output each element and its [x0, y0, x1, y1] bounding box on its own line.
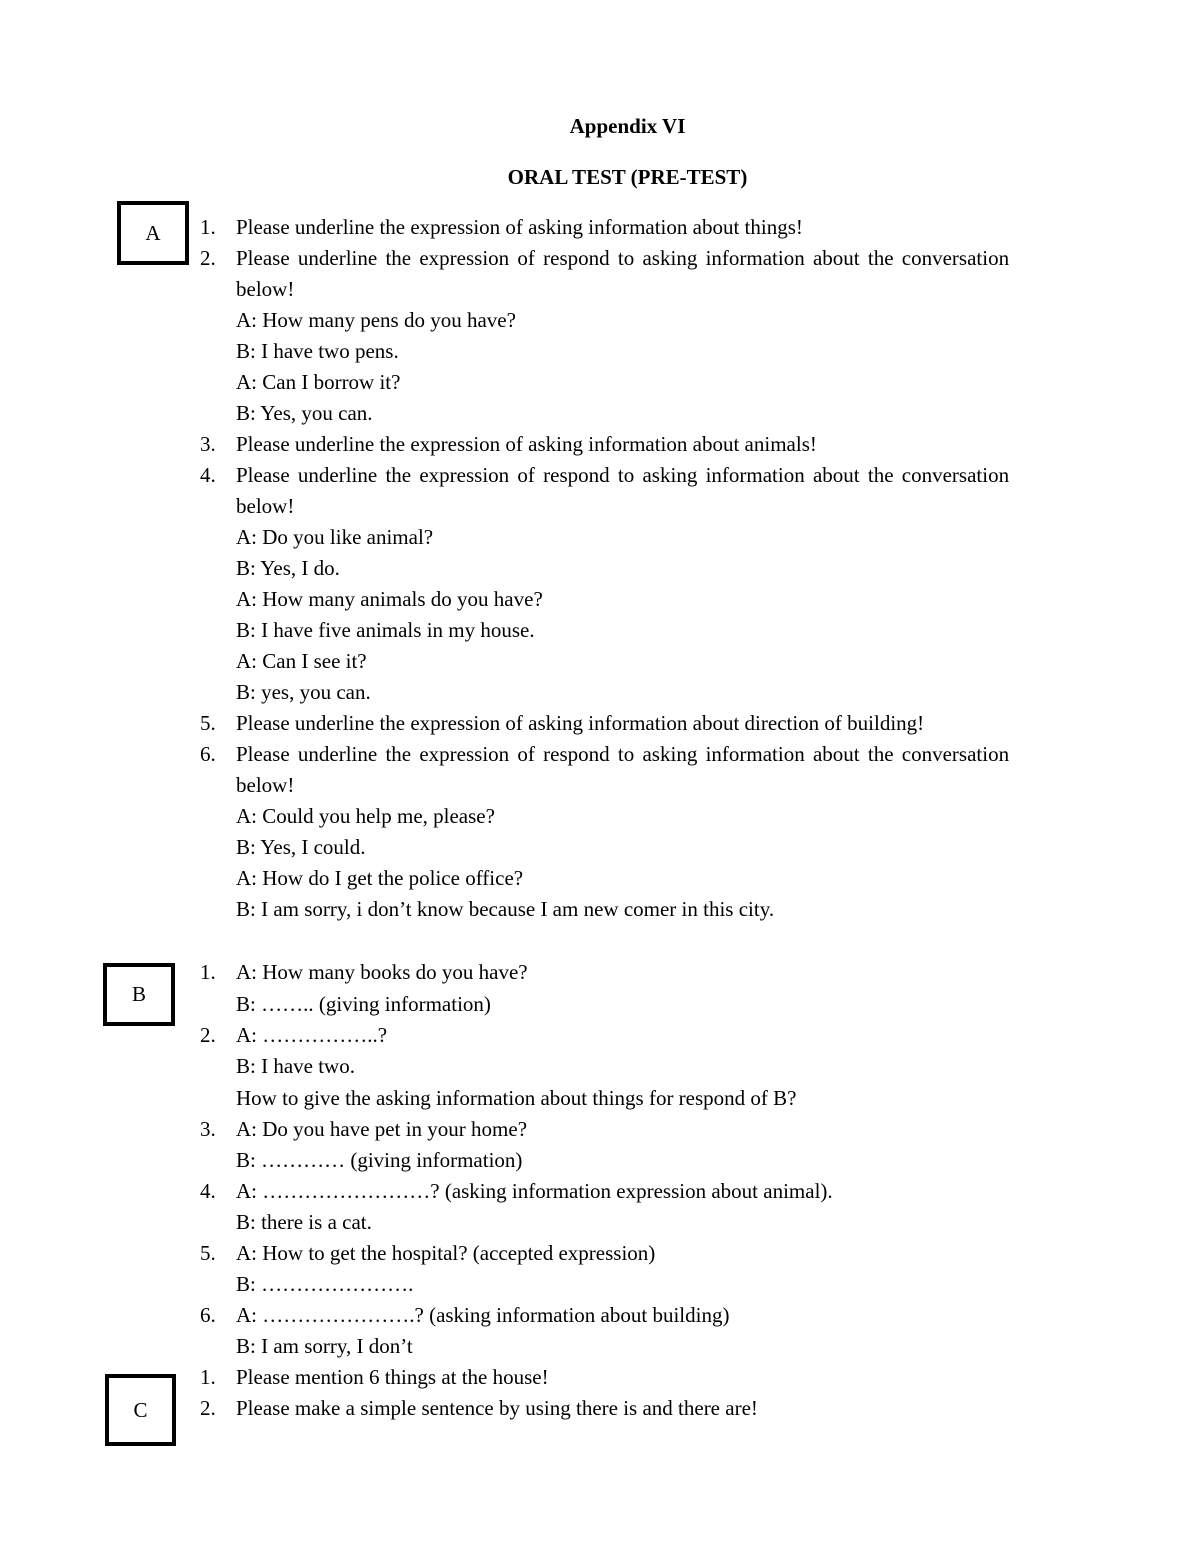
- dialog-line: B: ………………….: [236, 1272, 414, 1296]
- dialog-line: B: I have two.: [236, 1054, 355, 1078]
- question-text: below!: [236, 277, 295, 301]
- item-number: 1.: [200, 215, 216, 239]
- question-text: Please underline the expression of asking information about animals!: [236, 432, 817, 456]
- section-c-box: C: [105, 1374, 176, 1446]
- item-number: 2.: [200, 1023, 216, 1047]
- dialog-line: A: Do you have pet in your home?: [236, 1117, 528, 1141]
- question-text: Please underline the expression of asking information about direction of building!: [236, 711, 925, 735]
- appendix-title: Appendix VI: [569, 114, 686, 138]
- dialog-line: A: ……………..?: [236, 1023, 388, 1047]
- dialog-line: A: Could you help me, please?: [236, 804, 495, 828]
- question-text: below!: [236, 494, 295, 518]
- dialog-line: B: ………… (giving information): [236, 1148, 523, 1172]
- dialog-line: B: Yes, I could.: [236, 835, 366, 859]
- item-number: 6.: [200, 1303, 216, 1327]
- dialog-line: B: I have two pens.: [236, 339, 399, 363]
- item-number: 1.: [200, 1365, 216, 1389]
- section-a-box: A: [117, 201, 189, 265]
- dialog-line: B: Yes, you can.: [236, 401, 373, 425]
- dialog-line: B: I am sorry, I don’t: [236, 1334, 413, 1358]
- item-number: 3.: [200, 432, 216, 456]
- dialog-line: A: Can I see it?: [236, 649, 367, 673]
- question-text: Please underline the expression of asking information about things!: [236, 215, 803, 239]
- item-number: 4.: [200, 463, 216, 487]
- section-b-box: B: [103, 963, 175, 1026]
- dialog-line: B: Yes, I do.: [236, 556, 340, 580]
- dialog-line: B: I have five animals in my house.: [236, 618, 535, 642]
- item-number: 5.: [200, 711, 216, 735]
- dialog-line: A: How do I get the police office?: [236, 866, 524, 890]
- item-number: 4.: [200, 1179, 216, 1203]
- question-text: Please underline the expression of respond to asking information about the conversation: [236, 463, 1010, 487]
- question-text: Please mention 6 things at the house!: [236, 1365, 549, 1389]
- dialog-line: A: Can I borrow it?: [236, 370, 401, 394]
- dialog-line: A: How many animals do you have?: [236, 587, 543, 611]
- dialog-line: B: I am sorry, i don’t know because I am new comer in this city.: [236, 897, 775, 921]
- dialog-line: A: ……………………? (asking information expression about animal).: [236, 1179, 833, 1203]
- dialog-line: B: …….. (giving information): [236, 992, 491, 1016]
- dialog-line: A: ………………….? (asking information about building): [236, 1303, 730, 1327]
- question-text: below!: [236, 773, 295, 797]
- question-text: Please make a simple sentence by using there is and there are!: [236, 1396, 758, 1420]
- test-title: ORAL TEST (PRE-TEST): [507, 165, 748, 189]
- question-text: Please underline the expression of respond to asking information about the conversation: [236, 246, 1010, 270]
- dialog-line: A: How to get the hospital? (accepted expression): [236, 1241, 656, 1265]
- item-number: 2.: [200, 1396, 216, 1420]
- dialog-line: B: yes, you can.: [236, 680, 371, 704]
- item-number: 5.: [200, 1241, 216, 1265]
- dialog-line: A: How many pens do you have?: [236, 308, 516, 332]
- item-number: 1.: [200, 960, 216, 984]
- question-text: Please underline the expression of respond to asking information about the conversation: [236, 742, 1010, 766]
- item-number: 6.: [200, 742, 216, 766]
- question-text: How to give the asking information about things for respond of B?: [236, 1086, 797, 1110]
- dialog-line: B: there is a cat.: [236, 1210, 372, 1234]
- dialog-line: A: How many books do you have?: [236, 960, 528, 984]
- dialog-line: A: Do you like animal?: [236, 525, 434, 549]
- item-number: 3.: [200, 1117, 216, 1141]
- item-number: 2.: [200, 246, 216, 270]
